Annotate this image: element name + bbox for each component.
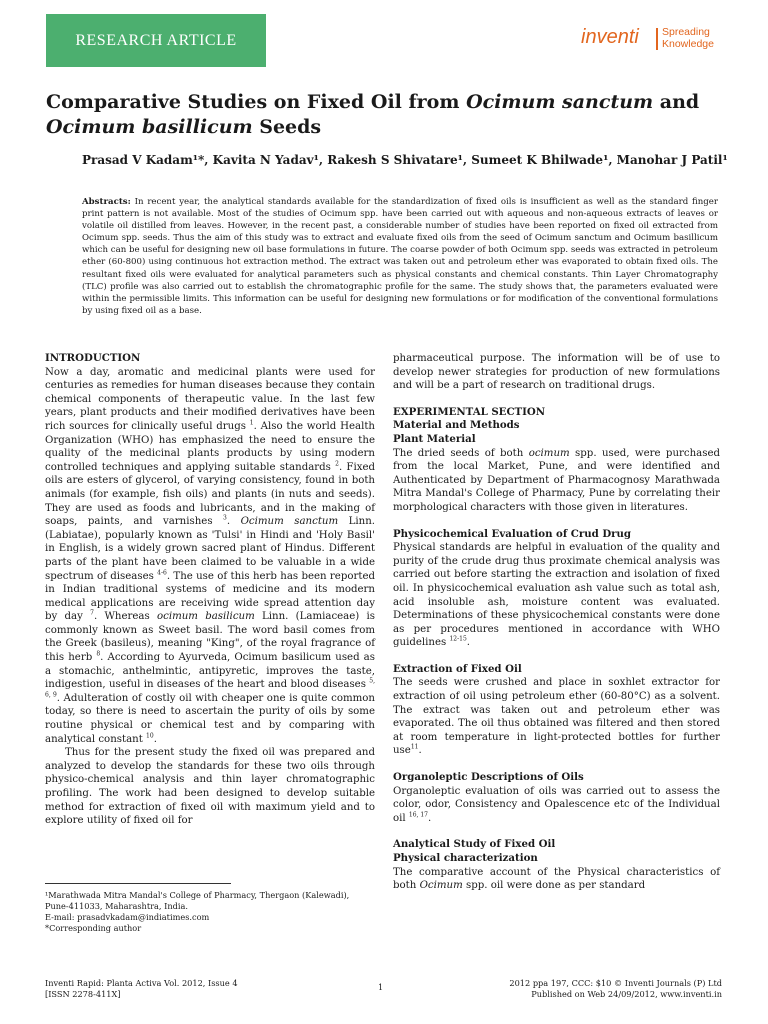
abstract-label: Abstracts: (82, 197, 131, 207)
citation: 11 (410, 744, 419, 752)
citation: 8 (96, 650, 101, 658)
citation: 1 (249, 419, 254, 427)
physicochemical-paragraph: Physical standards are helpful in evaluation of the quality and purity of the crude drug thus proximate chemical analysis was carried out before starting the extraction and isolation of fixed oil. In physicochemical evaluation ash value such as total ash, acid insoluble ash, moisture content was evaluated. Determinations of these physicochemical constants were done as per procedures mentioned in accordance with WHO guidelines $^{12-15}$. (393, 542, 720, 649)
physical-characterization-heading: Physical characterization (393, 852, 538, 864)
materials-methods-heading: Material and Methods (393, 419, 520, 432)
page-number: 1 (378, 982, 384, 992)
copyright-line: 2012 ppa 197, CCC: $10 © Inventi Journals (P) Ltd (509, 978, 722, 988)
inventi-logo (581, 26, 721, 56)
logo-word: inventi (581, 26, 639, 48)
introduction-paragraph-1: Now a day, aromatic and medicinal plants were used for centuries as remedies for human diseases because they contain chemical components of therapeutic value. In the last few years, plant products and their modified derivatives have been rich sources for clinically useful drugs $^1$. Also the world Health Organization (WHO) has emphasized the need to ensure the quality of the medicinal plants products by using modern controlled techniques and applying suitable standards $^2$. Fixed oils are esters of glycerol, of varying consistency, found in both animals (for example, fish oils) and plants (in nuts and seeds). They are used as foods and lubricants, and in the making of soaps, paints, and varnishes $^3$. Ocimum sanctum Linn. (Labiatae), popularly known as 'Tulsi' in Hindi and 'Holy Basil' in English, is a widely grown sacred plant of Hindus. Different parts of the plant have been claimed to be valuable in a wide spectrum of diseases $^{4-6}$. The use of this herb has been reported in Indian traditional systems of medicine and its modern medical applications are receiving wide spread attention day by day $^7$. Whereas ocimum basilicum Linn. (Lamiaceae) is commonly known as Sweet basil. The word basil comes from the Greek (basileus), meaning "King", of the royal fragrance of this herb $^8$. According to Ayurveda, Ocimum basilicum used as a stomachic, anthelmintic, antipyretic, improves the taste, indigestion, useful in diseases of the heart and blood diseases $^{5, 6, 9}$. Adulteration of costly oil with cheaper one is quite common today, so there is need to ascertain the purity of oils by some routine physical or chemical test and by comparing with analytical constant $^{10}$. (45, 366, 375, 745)
extraction-paragraph: The seeds were crushed and place in soxhlet extractor for extraction of oil using petroleum ether (60-80°C) as a solvent. The extract was taken out and petroleum ether was evaporated. The oil thus obtained was filtered and then stored at room temperature in light-protected bottles for further use$^{11}$. (393, 677, 720, 757)
abstract (82, 196, 718, 317)
publication-date: Published on Web 24/09/2012, www.inventi.in (531, 989, 722, 999)
extraction-heading: Extraction of Fixed Oil (393, 662, 522, 675)
title-species-1: Ocimum sanctum (466, 91, 654, 113)
plant-material-paragraph: The dried seeds of both ocimum spp. used, were purchased from the local Market, Pune, and were identified and Authenticated by Department of Pharmacognosy Marathwada Mitra Mandal's College of Pharmacy, Pune by correlating their morphological characters with those given in literatures. (393, 447, 720, 513)
footnote-divider (45, 883, 231, 884)
citation: 3 (223, 514, 227, 522)
analytical-study-heading: Analytical Study of Fixed Oil (393, 838, 556, 851)
research-article-banner (46, 14, 266, 67)
abstract-text: In recent year, the analytical standards available for the standardization of fixed oils is insufficient as well as the standard finger print pattern is not available. Most of the studies of Ocimum spp. have been carried out with aqueous and non-aqueous extracts of leaves or volatile oil distilled from leaves. However, in the recent past, a considerable number of studies have been reported on fixed oil extracted from Ocimum spp. seeds. Thus the aim of this study was to extract and evaluate fixed oils from the seed of Ocimum sanctum and Ocimum basillicum which can be useful for designing new oil base formulations in future. The coarse powder of both Ocimum spp. seeds was extracted in petroleum ether (60-800) using continuous hot extraction method. The extract was taken out and petroleum ether was evaporated to obtain fixed oils. The resultant fixed oils were evaluated for analytical parameters such as physical constants and chemical constants. Thin Layer Chromatography (TLC) profile was also carried out to establish the chromatographic profile for the same. The study shows that, the parameters evaluated were within the permissible limits. This information can be useful for designing new formulations or for modification of the conventional formulations by using fixed oil as a base. (82, 197, 718, 316)
title-text-3: Seeds (252, 116, 322, 138)
contact-email: E-mail: prasadvkadam@indiatimes.com (45, 912, 210, 922)
organoleptic-heading: Organoleptic Descriptions of Oils (393, 771, 584, 784)
title-text-1: Comparative Studies on Fixed Oil from (46, 91, 467, 113)
introduction-paragraph-2: Thus for the present study the fixed oil was prepared and analyzed to develop the standards for these two oils through physico-chemical analysis and thin layer chromatographic profiling. The work had been designed to develop suitable method for extraction of fixed oil with maximum yield and to explore utility of fixed oil for (45, 747, 375, 827)
plant-material-heading: Plant Material (393, 432, 476, 445)
organoleptic-paragraph: Organoleptic evaluation of oils was carried out to assess the color, odor, Consistency and Opalescence etc of the Individual oil $^{16, 17}$. (393, 785, 720, 824)
introduction-heading: INTRODUCTION (45, 352, 141, 364)
title-text-2: and (653, 91, 700, 113)
experimental-heading: EXPERIMENTAL SECTION (393, 405, 546, 418)
citation: 4-6 (157, 569, 167, 577)
title-species-2: Ocimum basillicum (46, 116, 253, 138)
citation: 2 (335, 460, 339, 468)
affiliation-footnote (45, 890, 375, 934)
footer-journal-info (45, 978, 238, 1000)
logo-divider (656, 28, 658, 50)
issn: [ISSN 2278-411X] (45, 989, 121, 999)
banner-label: RESEARCH ARTICLE (75, 31, 237, 49)
citation: 7 (90, 609, 94, 617)
right-column (393, 352, 720, 893)
affiliation-text: ¹Marathwada Mitra Mandal's College of Pharmacy, Thergaon (Kalewadi), Pune-411033, Maharashtra, India. (45, 890, 350, 911)
footer-publication-info (509, 978, 722, 1000)
citation: 5, 6, 9 (45, 677, 375, 699)
left-column (45, 352, 375, 828)
corresponding-author-note: *Corresponding author (45, 923, 142, 933)
introduction-continued: pharmaceutical purpose. The information will be of use to develop newer strategies for production of new formulations and will be a part of research on traditional drugs. (393, 353, 720, 392)
citation: 10 (146, 732, 154, 740)
citation: 12-15 (449, 635, 467, 643)
logo-tag-line1: Spreading (662, 26, 710, 38)
author-list: Prasad V Kadam¹*, Kavita N Yadav¹, Rakesh S Shivatare¹, Sumeet K Bhilwade¹, Manohar J Patil¹ (82, 153, 728, 167)
physical-characterization-paragraph: The comparative account of the Physical characteristics of both Ocimum spp. oil were done as per standard (393, 866, 720, 892)
journal-issue: Inventi Rapid: Planta Activa Vol. 2012, Issue 4 (45, 978, 238, 988)
citation: 16, 17 (408, 811, 428, 819)
logo-tagline (662, 26, 714, 50)
logo-tag-line2: Knowledge (662, 38, 714, 50)
article-title (46, 90, 726, 140)
physicochemical-heading: Physicochemical Evaluation of Crud Drug (393, 527, 632, 540)
